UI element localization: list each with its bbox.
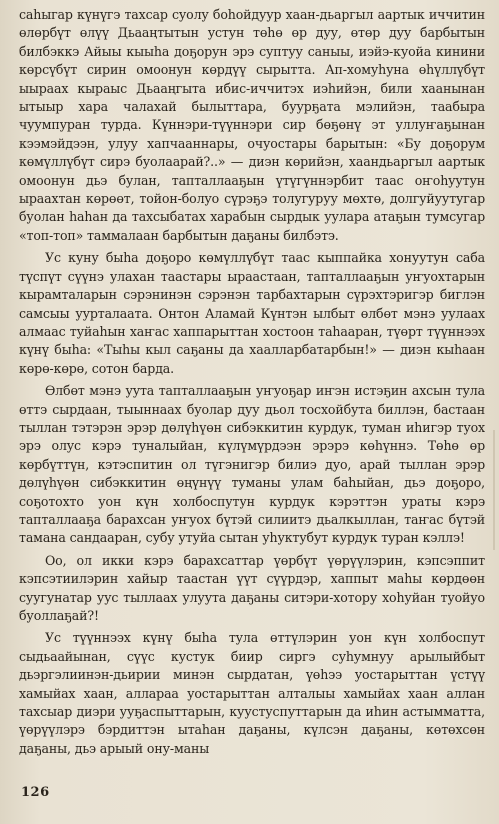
scan-edge-mark	[493, 430, 495, 550]
paragraph-4: Оо, ол икки кэрэ барахсаттар үөрбүт үөрүүлэрин, кэпсэппит кэпсэтиилэрин хайыр таастан үүт сүүрдэр, хаппыт маhы көрдөөн суугунатар уус тыллаах улуута даҕаны ситэри-хотору хоhуйан туойуо буоллаҕай?!	[19, 552, 485, 623]
page-number: 126	[21, 785, 50, 800]
paragraph-1: саhыгар күнүгэ тахсар суолу боhойдуур хаан-дьаргыл аартык иччитин өлөрбүт өлүү Дьааңтытын устун төhө өр дуу, өтөр дуу барбытын билбэккэ Айыы кыыhа доҕорун эрэ суптуу саныы, иэйэ-куойа кинини көрсүбүт сирин омоонун көрдүү сырытта. Ап-хомуhуна өhүллүбүт ыыраах кыраыс Дьааңгыта ибис-иччитэх иэhийэн, били хаанынан ытыыр хара чалахай былыттара, буурҕата мэлийэн, таабыра чуумпуран турда. Күннэри-түүннэри сир бөҕөнү эт уллуҥаҕынан кээмэйдээн, улуу хапчааннары, очуостары барытын: «Бу доҕорум көмүллүбүт сирэ буолаарай?..» — диэн көрийэн, хаандьаргыл аартык омоонун дьэ булан, тапталлааҕын үтүгүннэрбит таас оҥоhуутун ыраахтан көрөөт, тойон-болуо сүрэҕэ толугуруу мөхтө, долгуйуутугар буолан hаhан да тахсыбатах харабын сырдык уулара атаҕын тумсугар «топ-топ» таммалаан барбытын даҕаны билбэтэ.	[19, 7, 485, 243]
paragraph-3: Өлбөт мэнэ уута тапталлааҕын уҥуоҕар иҥэн истэҕин ахсын тула өттэ сырдаан, тыыннаах буолар дуу дьол тосхойбута биллэн, бастаан тыллан тэтэрэн эрэр дөлүhүөн сибэккитин курдук, туман иhигэр туох эрэ олус кэрэ туналыйан, күлүмүрдээн эрэрэ көhүннэ. Төhө өр көрбүттүн, кэтэспитин ол түгэнигэр билиэ дуо, арай тыллан эрэр дөлүhүөн сибэккитин өңүнүү туманы улам баhыйан, дьэ доҕоро, соҕотохто уон күн холбоспутун курдук кэрэттэн ураты кэрэ тапталлааҕа барахсан уҥуох бүтэй силиитэ дьалкыллан, таҥас бүтэй тамана сандааран, субу утуйа сытан уhуктубут курдук туран кэллэ!	[19, 383, 485, 546]
paragraph-2: Ус куну быhа доҕоро көмүллүбүт таас кыппайка хонуутун саба түспүт сүүнэ улахан таастары ыраастаан, тапталлааҕын уҥуохтарын кырамталарын сэрэнинэн сэрэнэн тарбахтарын сүрэхтэригэр биглэн самсыы уурталаата. Онтон Аламай Күнтэн ылбыт өлбөт мэнэ уулаах алмаас туйаhын хаҥас хаппарыттан хостоон таhааран, түөрт түүннээх күнү быhа: «Тыhы кыл саҕаны да хаалларбатарбын!» — диэн кыhаан көрө-көрө, сотон барда.	[19, 250, 485, 376]
paragraph-5: Ус түүннээх күнү быhа тула өттүлэрин уон күн холбоспут сыдьаайынан, сүүс кустук биир сиргэ суhумнуу арылыйбыт дьэргэлиинэн-дьирии минэн сырдатан, үөhээ уостарыттан үстүү хамыйах хаан, аллараа уостарыттан алталыы хамыйах хаан аллан тахсыар диэри ууҕаспыттарын, куустуспуттарын да иhин астымматта, үөрүүлэрэ бэрдиттэн ытаhан даҕаны, күлсэн даҕаны, көтөхсөн даҕаны, дьэ арыый ону-маны	[19, 630, 485, 756]
